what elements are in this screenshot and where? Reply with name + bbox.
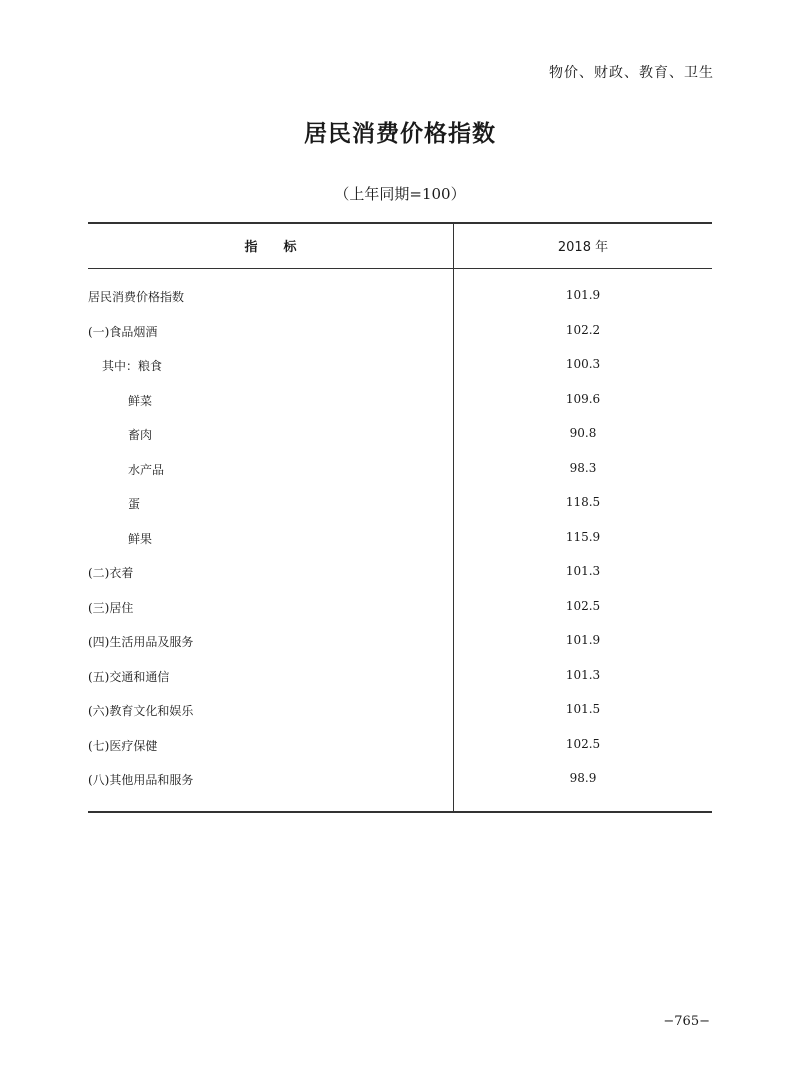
table-row: [88, 668, 712, 703]
page-number: −765−: [663, 1014, 710, 1029]
row-label: 畜肉: [128, 428, 153, 442]
row-label: (五)交通和通信: [88, 669, 170, 684]
row-label: (一)食品烟酒: [88, 324, 158, 339]
table-row: [88, 288, 712, 323]
row-label: 蛋: [128, 497, 141, 511]
column-header-year: 2018 年: [557, 240, 609, 255]
row-label: (七)医疗保健: [88, 738, 158, 753]
table-row: [88, 530, 712, 565]
row-label: (三)居住: [88, 600, 134, 615]
row-label: 鲜菜: [128, 393, 153, 408]
row-label: 鲜果: [128, 531, 153, 546]
page-title: 居民消费价格指数: [304, 120, 496, 147]
row-value: 101.3: [565, 564, 601, 578]
table-row: [88, 392, 712, 427]
table-header-rule: [88, 268, 712, 269]
table-subtitle: （上年同期=100）: [334, 185, 466, 203]
row-value: 98.3: [569, 460, 597, 475]
table-row: [88, 357, 712, 392]
row-value: 101.9: [565, 633, 601, 647]
row-value: 109.6: [565, 391, 601, 406]
row-label: 水产品: [128, 462, 165, 477]
column-header-indicator: 指 标: [244, 240, 297, 255]
row-value: 98.9: [569, 771, 597, 785]
row-label: (六)教育文化和娱乐: [88, 704, 194, 718]
table-row: [88, 599, 712, 634]
row-label: 其中：粮食: [102, 359, 163, 373]
table-bottom-rule: [88, 811, 712, 813]
table-row: [88, 495, 712, 530]
row-value: 101.5: [565, 702, 601, 716]
table-row: [88, 564, 712, 599]
row-value: 90.8: [569, 426, 597, 440]
row-value: 118.5: [565, 495, 601, 509]
row-label: 居民消费价格指数: [88, 290, 185, 304]
row-value: 100.3: [565, 357, 601, 371]
row-value: 101.3: [565, 667, 601, 682]
row-value: 102.5: [565, 598, 601, 613]
table-top-rule: [88, 222, 712, 224]
table-row: [88, 323, 712, 358]
cpi-table: [88, 222, 712, 813]
row-value: 102.2: [565, 322, 601, 337]
table-row: [88, 737, 712, 772]
row-label: (八)其他用品和服务: [88, 773, 194, 787]
row-label: (二)衣着: [88, 566, 134, 580]
running-head: 物价、财政、教育、卫生: [549, 65, 714, 81]
row-value: 102.5: [565, 736, 601, 751]
table-row: [88, 771, 712, 806]
table-body: [88, 288, 712, 806]
row-value: 101.9: [565, 288, 601, 302]
row-label: (四)生活用品及服务: [88, 635, 194, 649]
table-row: [88, 461, 712, 496]
table-row: [88, 633, 712, 668]
row-value: 115.9: [565, 529, 601, 544]
table-row: [88, 702, 712, 737]
table-row: [88, 426, 712, 461]
